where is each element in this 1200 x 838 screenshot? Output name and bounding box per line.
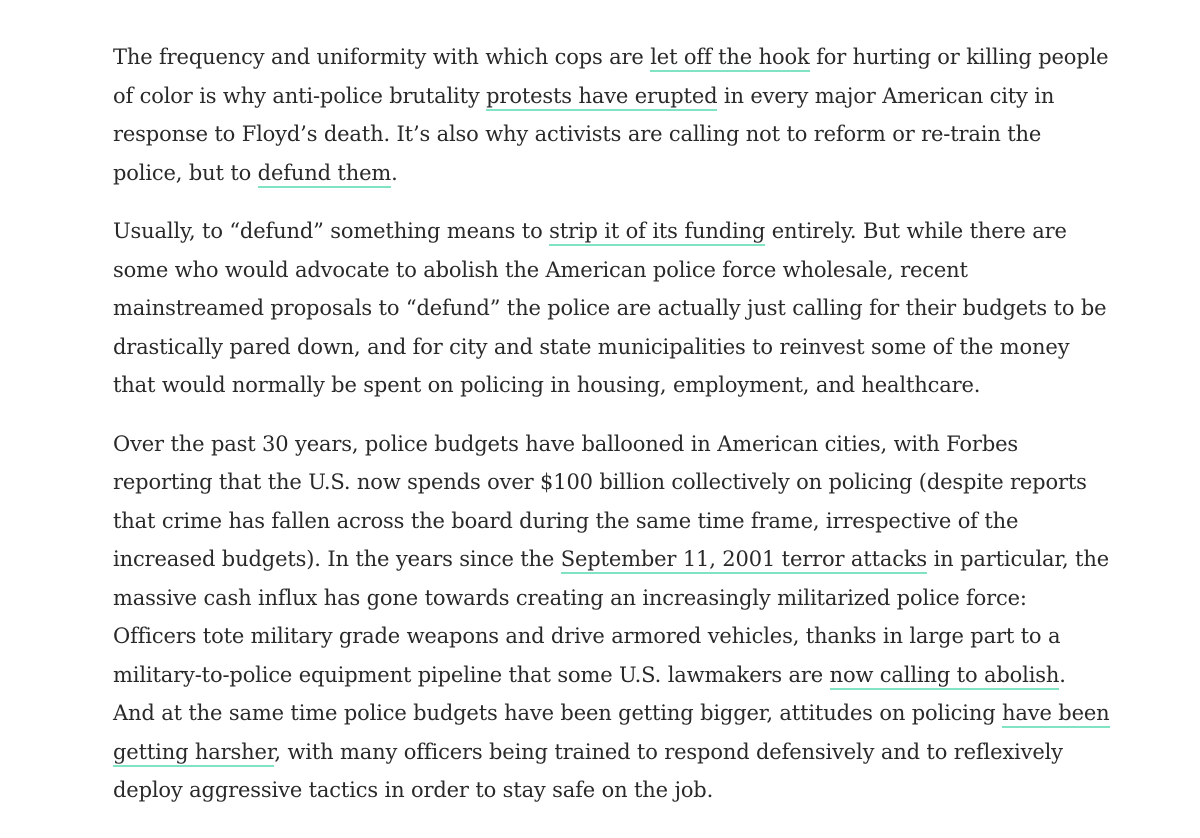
paragraph-text: , with many officers being trained to respond defensively and to reflexively deploy aggressive tactics in order to stay safe on the job. <box>113 739 1063 802</box>
link-september-11-terror-attacks[interactable]: September 11, 2001 terror attacks <box>561 547 927 574</box>
paragraph-text: in particular, the massive cash influx has gone towards creating an increasingly militarized police force: Officers tote military grade weapons and drive armored vehicles, thanks in large part to a military-to-police equipment pipeline that some U.S. lawmakers are <box>113 547 1109 687</box>
link-strip-it-of-its-funding[interactable]: strip it of its funding <box>549 219 765 246</box>
paragraph-text: Usually, to “defund” something means to <box>113 219 550 243</box>
paragraph-text: The frequency and uniformity with which cops are <box>113 45 651 69</box>
paragraph-text: . And at the same time police budgets have been getting bigger, attitudes on policing <box>113 662 1066 725</box>
paragraph-text: in every major American city in response to Floyd’s death. It’s also why activists are calling not to reform or re-train the police, but to <box>113 83 1055 185</box>
paragraph-2 <box>113 212 1110 405</box>
paragraph-text: . <box>391 160 398 185</box>
link-protests-have-erupted[interactable]: protests have erupted <box>486 84 717 111</box>
link-now-calling-to-abolish[interactable]: now calling to abolish <box>830 663 1060 690</box>
link-let-off-the-hook[interactable]: let off the hook <box>650 45 809 72</box>
link-have-been-getting-harsher[interactable]: have been getting harsher <box>113 701 1110 767</box>
link-defund-them[interactable]: defund them <box>258 161 391 188</box>
paragraph-text: for hurting or killing people of color is why anti-police brutality <box>113 45 1109 108</box>
paragraph-3 <box>113 425 1110 810</box>
paragraph-text: Over the past 30 years, police budgets have ballooned in American cities, with Forbes reporting that the U.S. now spends over $100 billion collectively on policing (despite reports that crime has fallen across the board during the same time frame, irrespective of the increased budgets). In the years since the <box>113 431 1087 571</box>
paragraph-text: entirely. But while there are some who would advocate to abolish the American police force wholesale, recent mainstreamed proposals to “defund” the police are actually just calling for their budgets to be drastically pared down, and for city and state municipalities to reinvest some of the money that would normally be spent on policing in housing, employment, and healthcare. <box>113 219 1107 397</box>
paragraph-1 <box>113 38 1110 192</box>
